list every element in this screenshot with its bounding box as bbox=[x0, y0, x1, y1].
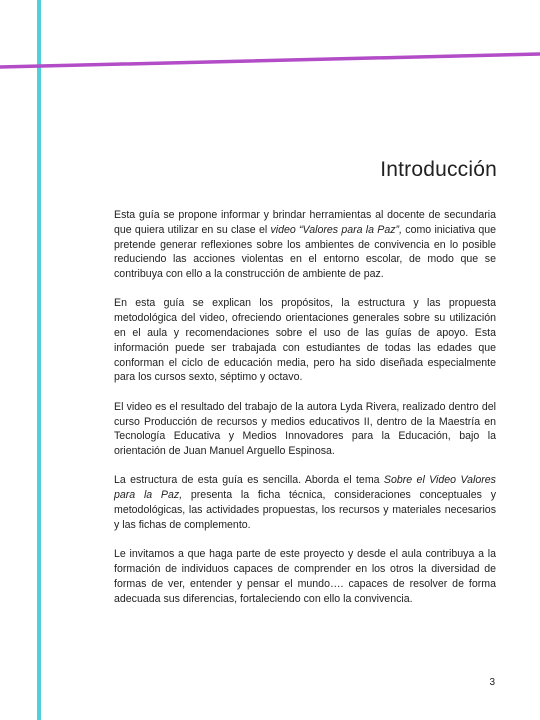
paragraph-1-text-end: como iniciativa que pretende generar reflexiones sobre los ambientes de convivencia en lo posible reduciendo las acciones violentas en el entorno escolar, de modo que se contribuya con ello a la construcción de ambiente de paz. bbox=[114, 223, 496, 281]
page-title: Introducción bbox=[380, 158, 497, 181]
paragraph-4-text-end: presenta la ficha técnica, consideraciones conceptuales y metodológicas, las actividades propuestas, los recursos y materiales necesarios y las fichas de complemento. bbox=[114, 489, 496, 531]
paragraph-1-italic: video “Valores para la Paz”, bbox=[270, 223, 403, 236]
paragraph-2: En esta guía se explican los propósitos, la estructura y las propuesta metodológica del video, ofreciendo orientaciones generales sobre su utilización en el aula y recomendaciones sobre el uso de las guías de apoyo. Esta información puede ser trabajada con estudiantes de todas las edades que conforman el ciclo de educación media, pero ha sido diseñada especialmente para los cursos sexto, séptimo y octavo. bbox=[114, 297, 496, 384]
body-text bbox=[114, 208, 496, 621]
paragraph-1-text: Esta guía se propone informar y brindar herramientas al docente de secundaria que quiera utilizar en su clase el bbox=[114, 209, 496, 236]
vertical-accent-line bbox=[37, 0, 41, 720]
paragraph-3: El video es el resultado del trabajo de la autora Lyda Rivera, realizado dentro del curso Producción de recursos y medios educativos II, dentro de la Maestría en Tecnología Educativa y Medios Innovadores para la Educación, bajo la orientación de Juan Manuel Arguello Espinosa. bbox=[114, 400, 496, 458]
paragraph-4-italic: Sobre el Video Valores para la Paz, bbox=[114, 474, 496, 502]
horizontal-accent-line bbox=[0, 0, 540, 80]
horizontal-accent-stroke bbox=[0, 54, 540, 67]
page-number: 3 bbox=[489, 677, 495, 688]
paragraph-5: Le invitamos a que haga parte de este proyecto y desde el aula contribuya a la formación de individuos capaces de comprender en los otros la diversidad de formas de ver, entender y pensar el mundo…. capaces de resolver de forma adecuada sus diferencias, fortaleciendo con ello la convivencia. bbox=[114, 548, 496, 605]
paragraph-1 bbox=[114, 208, 496, 282]
paragraph-4-text: La estructura de esta guía es sencilla. Aborda el tema bbox=[114, 474, 384, 487]
paragraph-4 bbox=[114, 473, 496, 532]
